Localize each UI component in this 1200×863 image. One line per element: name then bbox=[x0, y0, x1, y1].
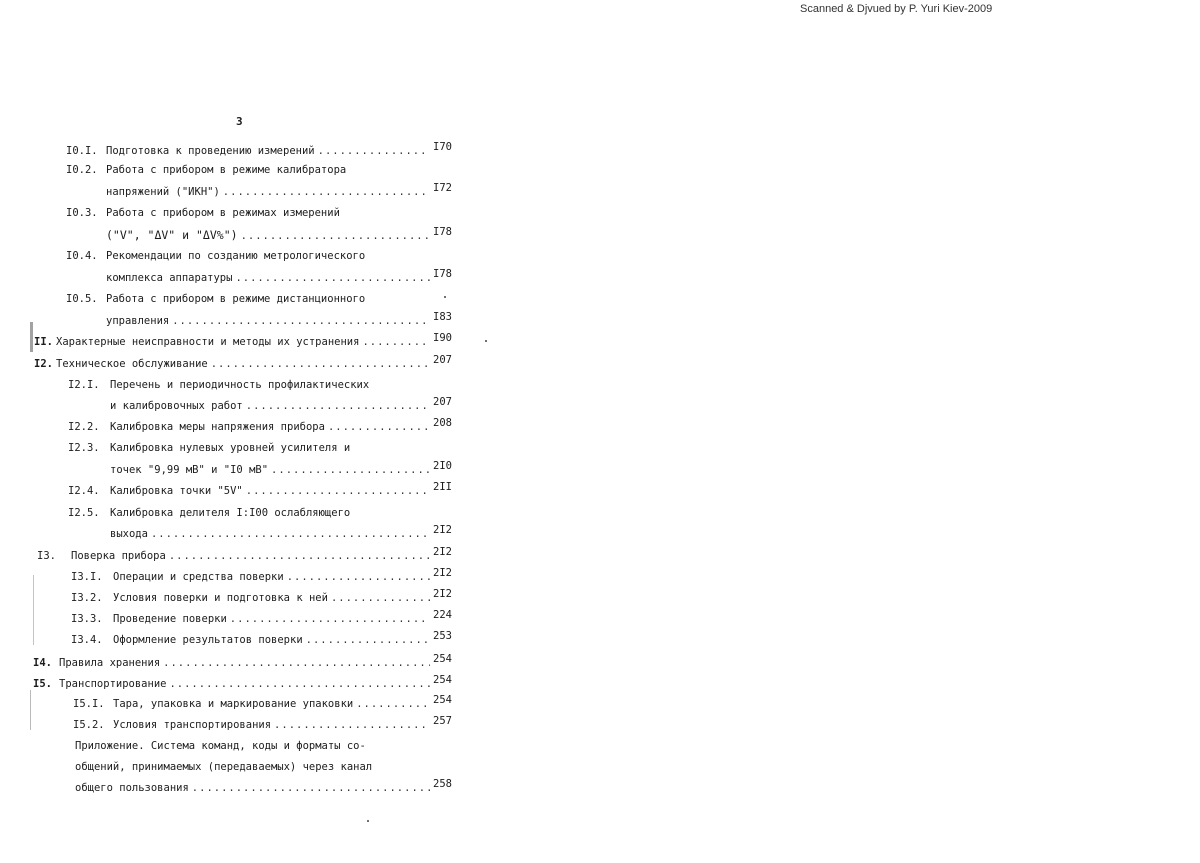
toc-entry-title: Транспортирование bbox=[59, 678, 167, 690]
toc-entry-continuation bbox=[106, 268, 452, 285]
toc-entry-number: I0.4. bbox=[66, 250, 98, 262]
leader-dots bbox=[241, 229, 430, 243]
leader-dots bbox=[163, 656, 430, 670]
toc-entry-title: Калибровка нулевых уровней усилителя и bbox=[110, 442, 351, 454]
toc-entry-number: I0.3. bbox=[66, 207, 98, 219]
leader-dots bbox=[246, 399, 430, 413]
toc-entry-title: Техническое обслуживание bbox=[56, 358, 208, 370]
toc-entry-title-cont: точек "9,99 мВ" и "I0 мВ" bbox=[110, 464, 269, 476]
toc-entry-page: 2I2 bbox=[433, 524, 452, 536]
leader-dots bbox=[362, 335, 430, 349]
toc-entry-page: I70 bbox=[433, 141, 452, 153]
toc-entry-page: I72 bbox=[433, 182, 452, 194]
leader-dots bbox=[318, 144, 430, 158]
toc-entry-title: Операции и средства поверки bbox=[113, 571, 284, 583]
toc-entry-continuation bbox=[75, 778, 452, 795]
toc-entry-title: Условия поверки и подготовка к ней bbox=[113, 592, 328, 604]
toc-entry-number: I5.2. bbox=[73, 719, 105, 731]
toc-entry-page: I90 bbox=[433, 332, 452, 344]
scan-speck bbox=[444, 296, 446, 298]
toc-entry-title-cont: напряжений ("ИКН") bbox=[106, 186, 220, 198]
leader-dots bbox=[274, 718, 430, 732]
toc-entry bbox=[71, 588, 452, 605]
toc-entry-page: 2II bbox=[433, 481, 452, 493]
toc-entry-number: I2.4. bbox=[68, 485, 100, 497]
toc-entry-number: I2.2. bbox=[68, 421, 100, 433]
leader-dots bbox=[287, 570, 430, 584]
leader-dots bbox=[211, 357, 430, 371]
toc-entry-title: Калибровка меры напряжения прибора bbox=[110, 421, 325, 433]
scan-speck bbox=[367, 820, 369, 822]
toc-entry-number: I4. bbox=[33, 657, 52, 669]
toc-entry-continuation bbox=[106, 311, 452, 328]
leader-dots bbox=[192, 781, 430, 795]
toc-entry-page: 254 bbox=[433, 653, 452, 665]
toc-entry-title-cont: комплекса аппаратуры bbox=[106, 272, 233, 284]
toc-entry-number: I2.I. bbox=[68, 379, 100, 391]
leader-dots bbox=[306, 633, 430, 647]
toc-entry-page: 254 bbox=[433, 694, 452, 706]
toc-entry-title-cont: управления bbox=[106, 315, 170, 327]
toc-entry-page: I78 bbox=[433, 268, 452, 280]
toc-entry bbox=[68, 506, 350, 520]
toc-entry-title-cont: выхода bbox=[110, 528, 148, 540]
toc-entry-title: Проведение поверки bbox=[113, 613, 227, 625]
toc-entry bbox=[73, 715, 452, 732]
toc-entry-number: I3.3. bbox=[71, 613, 103, 625]
toc-entry-title-cont: общего пользования bbox=[75, 782, 189, 794]
toc-entry-page: 2I2 bbox=[433, 567, 452, 579]
toc-entry-title: Калибровка точки "5V" bbox=[110, 485, 243, 497]
scan-margin-mark bbox=[33, 575, 34, 645]
toc-entry bbox=[33, 653, 452, 670]
toc-entry bbox=[37, 546, 452, 563]
toc-entry-title: Условия транспортирования bbox=[113, 719, 272, 731]
toc-entry-title: Правила хранения bbox=[59, 657, 161, 669]
leader-dots bbox=[230, 612, 430, 626]
toc-entry-continuation bbox=[106, 182, 452, 199]
leader-dots bbox=[271, 463, 430, 477]
toc-entry-title: Рекомендации по созданию метрологического bbox=[106, 250, 366, 262]
toc-entry-number: I0.I. bbox=[66, 145, 98, 157]
leader-dots bbox=[223, 185, 430, 199]
scan-credit: Scanned & Djvued by P. Yuri Kiev-2009 bbox=[800, 3, 993, 15]
toc-entry-page: 207 bbox=[433, 396, 452, 408]
toc-entry-number: I3.2. bbox=[71, 592, 103, 604]
toc-entry-number: I3. bbox=[37, 550, 56, 562]
toc-appendix-title-cont: общений, принимаемых (передаваемых) через канал bbox=[75, 761, 373, 773]
toc-entry-title-cont: и калибровочных работ bbox=[110, 400, 243, 412]
toc-entry-title: Тара, упаковка и маркирование упаковки bbox=[113, 698, 354, 710]
toc-entry-page: I83 bbox=[433, 311, 452, 323]
toc-entry bbox=[68, 441, 350, 455]
toc-entry bbox=[71, 567, 452, 584]
toc-entry bbox=[68, 378, 369, 392]
toc-entry bbox=[68, 481, 452, 498]
toc-entry bbox=[33, 674, 452, 691]
toc-entry-page: 2I2 bbox=[433, 546, 452, 558]
toc-entry-number: I0.5. bbox=[66, 293, 98, 305]
leader-dots bbox=[172, 314, 430, 328]
leader-dots bbox=[328, 420, 430, 434]
toc-entry-number: I0.2. bbox=[66, 164, 98, 176]
toc-entry-page: 207 bbox=[433, 354, 452, 366]
toc-entry bbox=[66, 141, 452, 158]
scan-margin-mark bbox=[30, 690, 31, 730]
toc-entry-page: 208 bbox=[433, 417, 452, 429]
toc-entry-title: Подготовка к проведению измерений bbox=[106, 145, 315, 157]
toc-entry bbox=[66, 163, 346, 177]
toc-entry bbox=[66, 292, 365, 306]
leader-dots bbox=[331, 591, 430, 605]
scan-margin-mark bbox=[30, 322, 33, 352]
toc-entry-continuation bbox=[106, 228, 452, 243]
toc-entry-number: I5.I. bbox=[73, 698, 105, 710]
toc-entry-title: Работа с прибором в режимах измерений bbox=[106, 207, 340, 219]
toc-entry bbox=[34, 332, 452, 349]
toc-entry-title: Характерные неисправности и методы их устранения bbox=[56, 336, 360, 348]
leader-dots bbox=[151, 527, 430, 541]
toc-entry-number: I2. bbox=[34, 358, 53, 370]
toc-entry-number: I2.3. bbox=[68, 442, 100, 454]
toc-entry bbox=[66, 206, 340, 220]
toc-entry-number: I3.I. bbox=[71, 571, 103, 583]
toc-entry-number: I2.5. bbox=[68, 507, 100, 519]
toc-entry-title: Калибровка делителя I:I00 ослабляющего bbox=[110, 507, 351, 519]
toc-entry-continuation bbox=[110, 460, 452, 477]
toc-entry bbox=[73, 694, 452, 711]
toc-entry bbox=[71, 609, 452, 626]
toc-entry-title: Работа с прибором в режиме дистанционного bbox=[106, 293, 366, 305]
toc-entry-number: I5. bbox=[33, 678, 52, 690]
scan-speck bbox=[485, 340, 487, 342]
leader-dots bbox=[169, 549, 430, 563]
toc-entry-title: Перечень и периодичность профилактических bbox=[110, 379, 370, 391]
toc-entry-title: Поверка прибора bbox=[71, 550, 166, 562]
toc-entry bbox=[34, 354, 452, 371]
leader-dots bbox=[246, 484, 430, 498]
toc-appendix-title: Приложение. Система команд, коды и форматы со- bbox=[75, 740, 366, 752]
toc-entry-continuation bbox=[110, 396, 452, 413]
toc-entry bbox=[66, 249, 365, 263]
toc-entry-page: 258 bbox=[433, 778, 452, 790]
toc-entry-page: 253 bbox=[433, 630, 452, 642]
toc-entry-number: II. bbox=[34, 336, 53, 348]
toc-entry-page: 254 bbox=[433, 674, 452, 686]
toc-entry-page: 257 bbox=[433, 715, 452, 727]
toc-entry bbox=[71, 630, 452, 647]
page-number: 3 bbox=[236, 115, 243, 128]
toc-entry-page: 224 bbox=[433, 609, 452, 621]
toc-entry-number: I3.4. bbox=[71, 634, 103, 646]
toc-entry-page: 2I2 bbox=[433, 588, 452, 600]
leader-dots bbox=[235, 271, 430, 285]
toc-entry-continuation bbox=[110, 524, 452, 541]
leader-dots bbox=[169, 677, 430, 691]
leader-dots bbox=[356, 697, 430, 711]
toc-entry-page: 2I0 bbox=[433, 460, 452, 472]
toc-entry-title-cont: ("V", "ΔV" и "ΔV%") bbox=[106, 228, 238, 242]
toc-entry bbox=[68, 417, 452, 434]
toc-entry-page: I78 bbox=[433, 226, 452, 238]
toc-entry-title: Работа с прибором в режиме калибратора bbox=[106, 164, 347, 176]
toc-entry-title: Оформление результатов поверки bbox=[113, 634, 303, 646]
